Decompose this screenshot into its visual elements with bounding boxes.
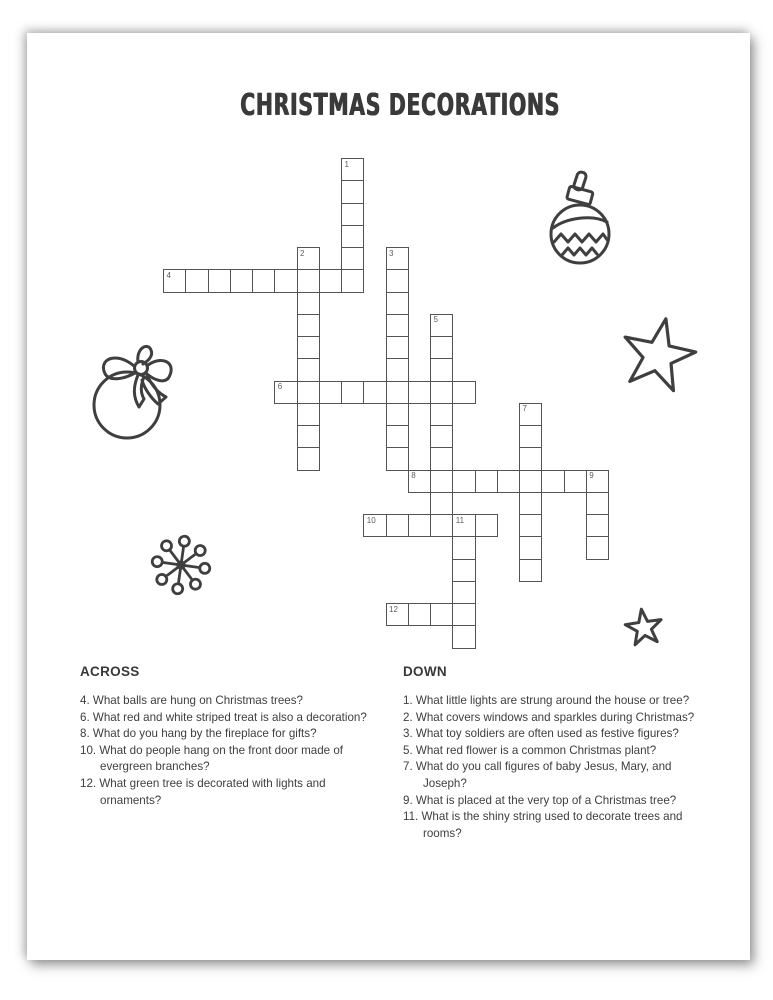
clue-across-10	[80, 743, 368, 776]
grid-cell-16-11[interactable]	[519, 403, 542, 426]
clue-text: What red and white striped treat is also a decoration?	[92, 710, 367, 724]
clue-text: What toy soldiers are often used as festive figures?	[415, 727, 679, 741]
grid-cell-6-8[interactable]	[297, 336, 320, 359]
grid-cell-13-16[interactable]	[452, 514, 475, 537]
grid-cell-8-1[interactable]	[341, 180, 364, 203]
clue-down-11	[403, 809, 709, 842]
grid-cell-16-18[interactable]	[519, 559, 542, 582]
grid-cell-10-9[interactable]	[386, 358, 409, 381]
cell-number: 12	[389, 604, 398, 614]
clue-down-9	[403, 793, 709, 810]
clue-across-8	[80, 726, 368, 743]
large-star-icon	[616, 310, 700, 398]
clue-across-12	[80, 776, 368, 809]
grid-cell-11-16[interactable]	[408, 514, 431, 537]
clue-number: 5.	[403, 743, 416, 757]
grid-cell-14-16[interactable]	[475, 514, 498, 537]
clue-text: What little lights are strung around the house or tree?	[415, 694, 690, 707]
cell-number: 8	[411, 471, 416, 480]
grid-cell-8-4[interactable]	[341, 247, 364, 270]
grid-cell-13-20[interactable]	[452, 603, 475, 626]
grid-cell-19-14[interactable]	[586, 470, 609, 493]
grid-cell-10-6[interactable]	[386, 292, 409, 315]
grid-cell-12-14[interactable]	[430, 470, 453, 493]
grid-cell-16-14[interactable]	[519, 470, 542, 493]
clue-text: What is the shiny string used to decorate trees and rooms?	[421, 810, 683, 840]
cell-number: 5	[433, 315, 438, 325]
grid-cell-6-11[interactable]	[297, 403, 320, 426]
clue-number: 12.	[80, 776, 100, 790]
grid-cell-5-5[interactable]	[274, 269, 297, 292]
grid-cell-1-5[interactable]	[185, 269, 208, 292]
grid-cell-8-2[interactable]	[341, 203, 364, 226]
clue-text: What balls are hung on Christmas trees?	[92, 694, 303, 707]
clue-text: What green tree is decorated with lights and ornaments?	[99, 776, 326, 807]
grid-cell-19-17[interactable]	[586, 536, 609, 559]
grid-cell-10-10[interactable]	[386, 381, 409, 404]
grid-cell-12-8[interactable]	[430, 336, 453, 359]
grid-cell-6-6[interactable]	[297, 292, 320, 315]
grid-cell-10-12[interactable]	[386, 425, 409, 448]
cell-number: 10	[366, 515, 376, 525]
clue-number: 3.	[403, 727, 416, 741]
grid-cell-6-9[interactable]	[297, 358, 320, 381]
clue-number: 6.	[80, 710, 93, 724]
grid-cell-5-10[interactable]	[274, 381, 297, 404]
worksheet-page	[27, 33, 750, 960]
grid-cell-19-16[interactable]	[586, 514, 609, 537]
grid-cell-16-17[interactable]	[519, 536, 542, 559]
down-clue-list	[403, 693, 709, 842]
grid-cell-0-5[interactable]	[163, 269, 186, 292]
grid-cell-6-12[interactable]	[297, 425, 320, 448]
snowflake-icon	[150, 529, 216, 601]
ornament-ball-icon	[542, 169, 618, 275]
cell-number: 1	[344, 159, 349, 169]
clue-text: What do you call figures of baby Jesus, Mary, and Joseph?	[415, 760, 672, 790]
grid-cell-2-5[interactable]	[208, 269, 231, 292]
grid-cell-15-14[interactable]	[497, 470, 520, 493]
grid-cell-12-16[interactable]	[430, 514, 453, 537]
grid-cell-17-14[interactable]	[541, 470, 564, 493]
grid-cell-6-13[interactable]	[297, 447, 320, 470]
grid-cell-6-10[interactable]	[297, 381, 320, 404]
grid-cell-12-15[interactable]	[430, 492, 453, 515]
grid-cell-10-8[interactable]	[386, 336, 409, 359]
grid-cell-13-18[interactable]	[452, 559, 475, 582]
grid-cell-12-13[interactable]	[430, 447, 453, 470]
cell-number: 4	[166, 270, 171, 280]
small-star-icon	[622, 605, 666, 651]
grid-cell-7-10[interactable]	[319, 381, 342, 404]
grid-cell-6-4[interactable]	[297, 247, 320, 270]
grid-cell-16-13[interactable]	[519, 447, 542, 470]
grid-cell-13-14[interactable]	[452, 470, 475, 493]
cell-number: 11	[455, 515, 465, 525]
grid-cell-13-10[interactable]	[452, 381, 475, 404]
clue-number: 7.	[403, 760, 416, 774]
grid-cell-12-7[interactable]	[430, 314, 453, 337]
grid-cell-19-15[interactable]	[586, 492, 609, 515]
grid-cell-10-5[interactable]	[386, 269, 409, 292]
grid-cell-10-7[interactable]	[386, 314, 409, 337]
grid-cell-10-4[interactable]	[386, 247, 409, 270]
grid-cell-13-17[interactable]	[452, 536, 475, 559]
cell-number: 6	[277, 382, 283, 391]
cell-number: 2	[300, 248, 305, 258]
clue-text: What red flower is a common Christmas plant?	[415, 743, 657, 757]
grid-cell-11-14[interactable]	[408, 470, 431, 493]
grid-cell-10-11[interactable]	[386, 403, 409, 426]
page-title: CHRISTMAS DECORATIONS	[240, 88, 560, 123]
grid-cell-8-0[interactable]	[341, 158, 364, 181]
clue-number: 2.	[403, 710, 416, 724]
grid-cell-12-10[interactable]	[430, 381, 453, 404]
grid-cell-11-20[interactable]	[408, 603, 431, 626]
clue-down-5	[403, 743, 709, 760]
clue-number: 9.	[403, 793, 416, 807]
cell-number: 7	[522, 404, 527, 414]
grid-cell-12-12[interactable]	[430, 425, 453, 448]
grid-cell-10-16[interactable]	[386, 514, 409, 537]
clue-number: 1.	[403, 694, 416, 707]
across-clue-list	[80, 693, 368, 809]
clue-down-1	[403, 693, 709, 710]
clue-number: 11.	[403, 810, 422, 824]
clue-number: 8.	[80, 727, 93, 741]
grid-cell-16-15[interactable]	[519, 492, 542, 515]
grid-cell-9-10[interactable]	[363, 381, 386, 404]
title-container	[50, 88, 750, 123]
cell-number: 3	[389, 248, 394, 258]
grid-cell-18-14[interactable]	[564, 470, 587, 493]
clue-across-4	[80, 693, 368, 710]
grid-cell-16-12[interactable]	[519, 425, 542, 448]
clue-down-7	[403, 759, 709, 792]
clue-across-6	[80, 710, 368, 727]
grid-cell-13-21[interactable]	[452, 625, 475, 648]
clue-text: What do you hang by the fireplace for gifts?	[92, 727, 317, 741]
grid-cell-6-5[interactable]	[297, 269, 320, 292]
clue-text: What is placed at the very top of a Christmas tree?	[415, 793, 677, 807]
clue-text: What covers windows and sparkles during Christmas?	[415, 710, 695, 724]
cell-number: 9	[589, 471, 594, 480]
grid-cell-16-16[interactable]	[519, 514, 542, 537]
grid-cell-7-5[interactable]	[319, 269, 342, 292]
across-heading: ACROSS	[80, 664, 140, 679]
grid-cell-8-10[interactable]	[341, 381, 364, 404]
grid-cell-3-5[interactable]	[230, 269, 253, 292]
clue-down-2	[403, 710, 709, 727]
down-heading: DOWN	[403, 664, 447, 679]
grid-cell-12-20[interactable]	[430, 603, 453, 626]
clue-down-3	[403, 726, 709, 743]
grid-cell-9-16[interactable]	[363, 514, 386, 537]
grid-cell-10-20[interactable]	[386, 603, 409, 626]
grid-cell-12-9[interactable]	[430, 358, 453, 381]
clue-number: 10.	[80, 743, 100, 757]
grid-cell-6-7[interactable]	[297, 314, 320, 337]
grid-cell-14-14[interactable]	[475, 470, 498, 493]
grid-cell-12-11[interactable]	[430, 403, 453, 426]
grid-cell-8-3[interactable]	[341, 225, 364, 248]
grid-cell-8-5[interactable]	[341, 269, 364, 292]
clue-text: What do people hang on the front door made of evergreen branches?	[99, 743, 343, 774]
grid-cell-4-5[interactable]	[252, 269, 275, 292]
grid-cell-13-19[interactable]	[452, 581, 475, 604]
bow-ornament-icon	[86, 338, 176, 446]
grid-cell-11-10[interactable]	[408, 381, 431, 404]
clue-number: 4.	[80, 694, 93, 707]
grid-cell-10-13[interactable]	[386, 447, 409, 470]
